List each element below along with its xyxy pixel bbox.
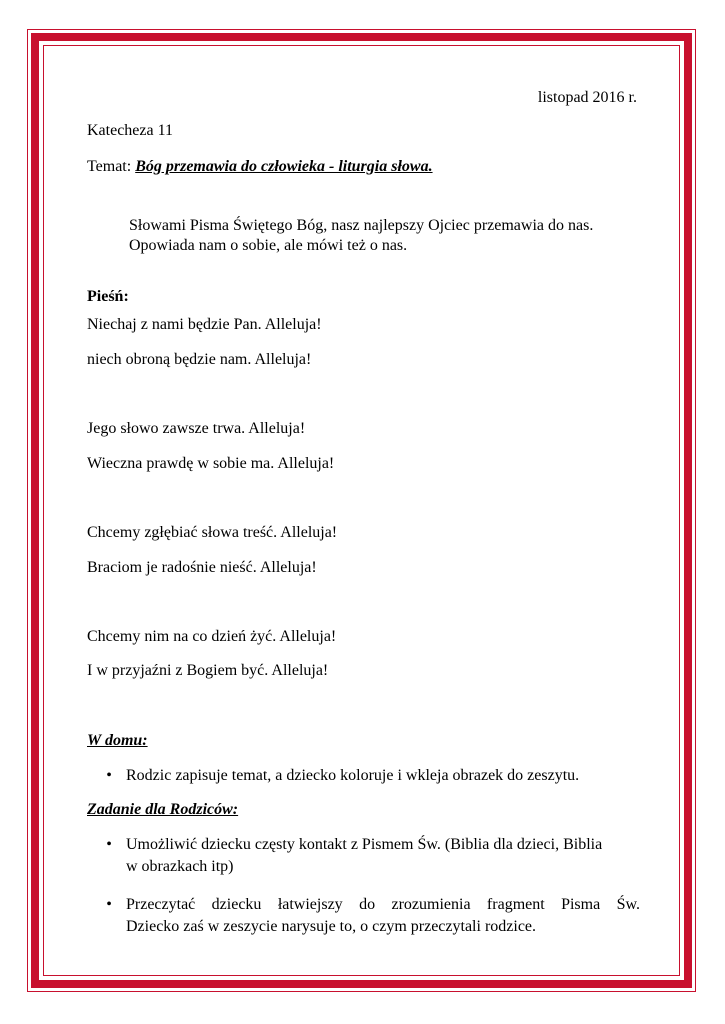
intro-line-2: Opowiada nam o sobie, ale mówi też o nas. — [129, 237, 408, 254]
bullet-icon: • — [106, 767, 112, 784]
song-line: niech obroną będzie nam. Alleluja! — [87, 351, 312, 368]
intro-line-1: Słowami Pisma Świętego Bóg, nasz najlepszy Ojciec przemawia do nas. — [129, 217, 594, 234]
lesson-number: Katecheza 11 — [87, 122, 174, 139]
parents-list-item — [104, 834, 640, 882]
home-item-text: Rodzic zapisuje temat, a dziecko koloruje i wkleja obrazek do zeszytu. — [126, 767, 580, 784]
bullet-icon: • — [106, 836, 112, 853]
song-line: Wieczna prawdę w sobie ma. Alleluja! — [87, 455, 335, 472]
parents-item-line-1: Umożliwić dziecku częsty kontakt z Pismem Św. (Biblia dla dzieci, Biblia — [126, 836, 603, 853]
parents-list-item — [104, 894, 640, 942]
song-line: Niechaj z nami będzie Pan. Alleluja! — [87, 316, 322, 333]
parents-item-line-2: Dziecko zaś w zeszycie narysuje to, o czym przeczytali rodzice. — [126, 918, 537, 935]
document-date: listopad 2016 r. — [537, 89, 637, 106]
bullet-icon: • — [106, 896, 112, 913]
song-line: I w przyjaźni z Bogiem być. Alleluja! — [87, 662, 329, 679]
song-line: Braciom je radośnie nieść. Alleluja! — [87, 559, 317, 576]
song-line: Jego słowo zawsze trwa. Alleluja! — [87, 420, 306, 437]
song-heading: Pieśń: — [87, 288, 129, 305]
intro-paragraph — [129, 216, 639, 256]
topic-title: Bóg przemawia do człowieka - liturgia słowa. — [135, 158, 433, 175]
home-heading: W domu: — [87, 732, 148, 749]
song-line: Chcemy zgłębiać słowa treść. Alleluja! — [87, 524, 338, 541]
parents-item-line-2: w obrazkach itp) — [126, 858, 234, 875]
topic-line — [87, 157, 433, 177]
parents-item-line-1: Przeczytać dziecku łatwiejszy do zrozumienia fragment Pisma Św. — [126, 896, 640, 913]
parents-heading: Zadanie dla Rodziców: — [87, 801, 239, 818]
topic-label: Temat: — [87, 158, 132, 175]
song-line: Chcemy nim na co dzień żyć. Alleluja! — [87, 628, 337, 645]
